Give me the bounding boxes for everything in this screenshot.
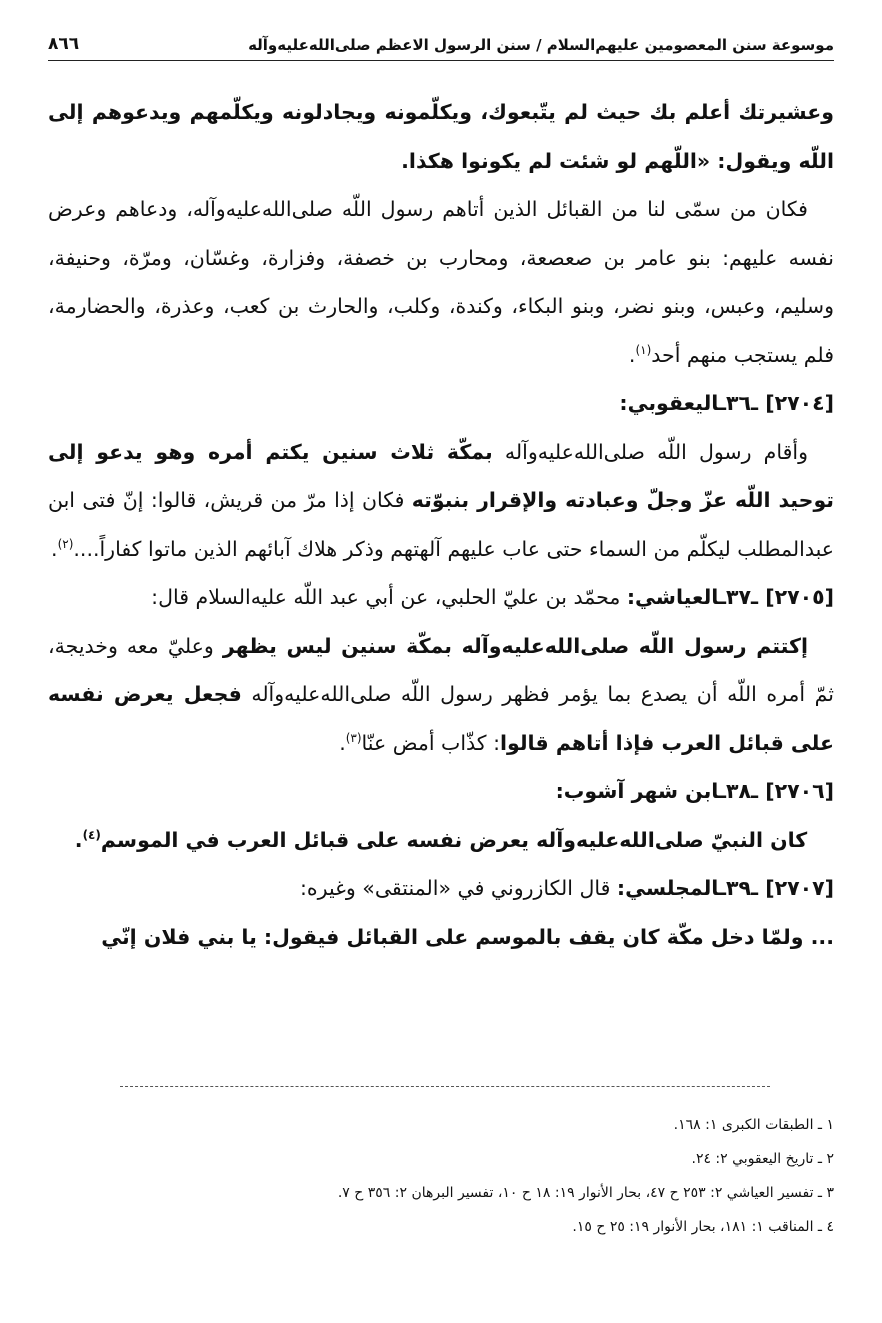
hadith-heading-2707 — [48, 864, 834, 913]
paragraph-yaqubi: وأقام رسول اللّه صلى‌الله‌عليه‌وآله بمكّة ثلاث سنين يكتم أمره وهو يدعو إلى توحيد اللّه عزّ وجلّ وعبادته والإقرار بنبوّته فكان إذا مرّ من قريش، قالوا: إنّ فتى ابن عبدالمطلب ليكلّم من السماء حتى عاب عليهم آلهتهم وذكر هلاك آبائهم الذين ماتوا كفاراً....$^{(٢)}$. — [48, 439, 834, 561]
footnote-ref-4[interactable]: (٤) — [82, 827, 101, 842]
footnote-divider — [120, 1086, 770, 1087]
running-header — [48, 30, 834, 61]
page-number: ٨٦٦ — [48, 34, 80, 54]
footnote-ref-1[interactable]: (١) — [635, 342, 652, 357]
footnote-ref-3[interactable]: (٣) — [345, 730, 362, 745]
footnote-3: ٣ ـ تفسير العياشي ٢: ٢٥٣ ح ٤٧، بحار الأنوار ١٩: ١٨ ح ١٠، تفسير البرهان ٢: ٣٥٦ ح ٧. — [337, 1185, 834, 1201]
isnad-text: محمّد بن عليّ الحلبي، عن أبي عبد اللّه عليه‌السلام قال: — [151, 585, 627, 609]
hadith-number: [٢٧٠٤] ـ٣٦ـ — [719, 391, 834, 415]
paragraph-tribes: فكان من سمّى لنا من القبائل الذين أتاهم رسول اللّه صلى‌الله‌عليه‌وآله، ودعاهم وعرض نفسه عليهم: بنو عامر بن صعصعة، ومحارب بن خصفة، وفزارة، وغسّان، ومرّة، وحنيفة، وسليم، وعبس، وبنو نضر، وبنو البكاء، وكندة، وكلب، والحارث بن كعب، وعذرة، والحضارمة، فلم يستجب منهم أحد$^{(١)}$. — [48, 197, 834, 367]
paragraph-text: فكان من سمّى لنا من القبائل الذين أتاهم رسول اللّه صلى‌الله‌عليه‌وآله، ودعاهم وعرض نفسه عليهم: بنو عامر بن صعصعة، ومحارب بن خصفة، وفزارة، وغسّان، ومرّة، وحنيفة، وسليم، وعبس، وبنو نضر، وبنو البكاء، وكندة، وكلب، والحارث بن كعب، وعذرة، والحضارمة، فلم يستجب منهم أحد — [48, 197, 834, 367]
footnote-2: ٢ ـ تاريخ اليعقوبي ٢: ٢٤. — [691, 1151, 834, 1167]
hadith-number: [٢٧٠٧] ـ٣٩ـ — [719, 876, 834, 900]
paragraph-ayyashi: إكتتم رسول اللّه صلى‌الله‌عليه‌وآله بمكّة سنين ليس يظهر وعليّ معه وخديجة، ثمّ أمره اللّه أن يصدع بما يؤمر فظهر رسول اللّه صلى‌الله‌عليه‌وآله فجعل يعرض نفسه على قبائل العرب فإذا أتاهم قالوا: كذّاب أمض عنّا$^{(٣)}$. — [48, 633, 834, 755]
paragraph-ibn-shahr: كان النبيّ صلى‌الله‌عليه‌وآله يعرض نفسه على قبائل العرب في الموسم$^{(٤)}$. — [74, 827, 808, 852]
narrator-name: ابن شهر آشوب: — [555, 779, 719, 803]
footnote-ref-2[interactable]: (٢) — [57, 536, 74, 551]
hadith-heading-2706 — [48, 767, 834, 816]
hadith-number: [٢٧٠٦] ـ٣٨ـ — [719, 779, 834, 803]
narrator-name: العياشي: — [626, 585, 719, 609]
footnotes — [120, 1108, 834, 1244]
paragraph-text: وعشيرتك أعلم بك حيث لم يتّبعوك، ويكلّمونه ويجادلونه ويكلّمهم ويدعوهم إلى اللّه ويقول: «اللّهم لو شئت لم يكونوا هكذا. — [48, 100, 834, 173]
hadith-heading-2704 — [48, 379, 834, 428]
narrator-name: المجلسي: — [616, 876, 719, 900]
footnote-4: ٤ ـ المناقب ١: ١٨١، بحار الأنوار ١٩: ٢٥ ح ١٥. — [572, 1219, 834, 1235]
footnote-1: ١ ـ الطبقات الكبرى ١: ١٦٨. — [673, 1117, 834, 1133]
hadith-number: [٢٧٠٥] ـ٣٧ـ — [719, 585, 834, 609]
paragraph-majlisi: ... ولمّا دخل مكّة كان يقف بالموسم على القبائل فيقول: يا بني فلان إنّي — [101, 924, 834, 949]
isnad-text: قال الكازروني في «المنتقى» وغيره: — [300, 876, 617, 900]
narrator-name: اليعقوبي: — [619, 391, 719, 415]
paragraph-continuation — [48, 88, 834, 185]
main-text — [48, 88, 834, 961]
running-title: موسوعة سنن المعصومين عليهم‌السلام / سنن الرسول الاعظم صلى‌الله‌عليه‌وآله — [248, 36, 834, 54]
hadith-heading-2705 — [48, 573, 834, 622]
